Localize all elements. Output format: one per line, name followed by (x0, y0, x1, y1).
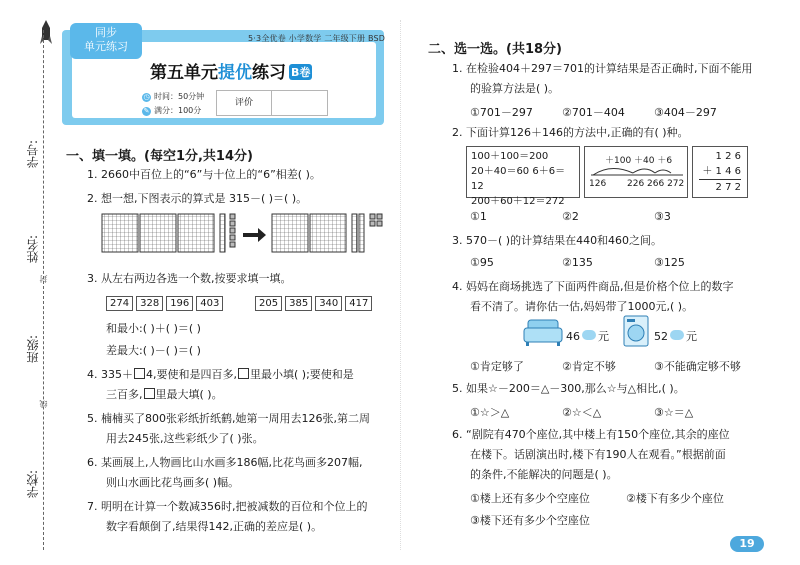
calc-method-1: 100＋100＝200 20＋40＝60 6＋6＝12 200＋60＋12＝272 (466, 146, 580, 198)
ones-cubes-right (370, 214, 382, 226)
q3-number: 417 (345, 296, 372, 311)
sofa-icon (522, 316, 564, 348)
arrow-icon (243, 228, 266, 242)
q3-option-1[interactable]: ①95 (470, 256, 494, 269)
q5-option-3[interactable]: ③☆＝△ (654, 406, 694, 419)
hundreds-blocks-left (102, 214, 214, 252)
right-q1: 1. 在检验404＋297＝701的计算结果是否正确时,下面不能用 (452, 62, 753, 75)
line-mark: 线 (39, 400, 48, 408)
badge-line2: 单元练习 (84, 40, 128, 53)
right-q1-cont: 的验算方法是( )。 (470, 82, 560, 95)
q2-option-1[interactable]: ①1 (470, 210, 487, 223)
q3-number: 340 (315, 296, 342, 311)
q3-sum-line: 和最小:( )＋( )＝( ) (106, 322, 201, 335)
right-q5: 5. 如果☆－200＝△－300,那么☆与△相比,( )。 (452, 382, 685, 395)
q5-option-2[interactable]: ②☆＜△ (562, 406, 602, 419)
left-q2: 2. 想一想,下图表示的算式是 315－( )＝( )。 (87, 192, 308, 205)
left-q4-cont: 三百多, 里最大填( )。 (106, 388, 223, 401)
score-text: 满分：100分 (154, 106, 202, 115)
calc-method-3: 1 2 6 ＋ 1 4 6 2 7 2 (692, 146, 748, 198)
hundreds-blocks-right (272, 214, 346, 252)
q3-number: 403 (196, 296, 223, 311)
washer-price: 52 元 (654, 330, 697, 343)
grade-label: 评价 (217, 91, 272, 115)
q3-number: 196 (166, 296, 193, 311)
q6-option-3[interactable]: ③楼下还有多少个空座位 (470, 514, 590, 527)
left-q7-cont: 数字看颠倒了,结果得142,正确的差应是( )。 (106, 520, 323, 533)
q5-option-1[interactable]: ①☆＞△ (470, 406, 510, 419)
rocket-icon (40, 20, 52, 46)
q4-option-3[interactable]: ③不能确定够不够 (654, 360, 741, 373)
volume-badge: B卷 (291, 66, 311, 79)
right-q3: 3. 570－( )的计算结果在440和460之间。 (452, 234, 663, 247)
left-q5-cont: 用去245张,这些彩纸少了( )张。 (106, 432, 264, 445)
q3-diff-line: 差最大:( )－( )＝( ) (106, 344, 201, 357)
school-field: 学校: (26, 470, 40, 499)
page-divider (400, 20, 401, 550)
left-q7: 7. 明明在计算一个数减356时,把被减数的百位和个位上的 (87, 500, 368, 513)
student-name-field: 姓名: (26, 235, 40, 264)
q3-option-3[interactable]: ③125 (654, 256, 685, 269)
section-fill-heading: 一、填一填。(每空1分,共14分) (66, 149, 253, 164)
q3-number: 328 (136, 296, 163, 311)
left-q6-cont: 则山水画比花鸟画多( )幅。 (106, 476, 240, 489)
q6-option-1[interactable]: ①楼上还有多少个空座位 (470, 492, 590, 505)
smudge (670, 330, 684, 340)
left-q3: 3. 从左右两边各选一个数,按要求填一填。 (87, 272, 292, 285)
badge-line1: 同步 (95, 26, 117, 39)
q3-option-2[interactable]: ②135 (562, 256, 593, 269)
time-label (142, 91, 204, 102)
jump-arrows (589, 163, 685, 177)
ones-cubes-left (230, 214, 235, 247)
page-title (150, 58, 312, 83)
smudge (582, 330, 596, 340)
class-field: 班级: (26, 335, 40, 364)
q4-option-2[interactable]: ②肯定不够 (562, 360, 616, 373)
left-q5: 5. 楠楠买了800张彩纸折纸鹤,她第一周用去126张,第二周 (87, 412, 370, 425)
base-ten-blocks-figure (100, 212, 390, 256)
right-q2: 2. 下面计算126＋146的方法中,正确的有( )种。 (452, 126, 689, 139)
q1-option-2[interactable]: ②701－404 (562, 106, 625, 119)
right-q6: 6. “剧院有470个座位,其中楼上有150个座位,其余的座位 (452, 428, 730, 441)
right-q4-cont: 看不清了。请你估一估,妈妈带了1000元,( )。 (470, 300, 694, 313)
score-label (142, 105, 201, 116)
title-highlight: 提优 (218, 63, 252, 83)
score-icon: ✎ (143, 107, 150, 115)
section-choose-heading: 二、选一选。(共18分) (428, 42, 562, 57)
clock-icon: ◷ (143, 93, 150, 101)
tens-rods-right (352, 214, 364, 252)
calc-method-2: ＋100 ＋40 ＋6 126 226 266 272 (584, 146, 688, 198)
seal-mark: 封 (39, 275, 48, 283)
title-prefix: 第五单元 (150, 63, 218, 83)
blank-square (134, 368, 145, 379)
student-id-field: 学号: (26, 140, 40, 169)
q3-right-numbers (255, 296, 375, 311)
q3-left-numbers (106, 296, 226, 311)
left-q4: 4. 335＋ 4,要使和是四百多, 里最小填( );要使和是 (87, 368, 354, 381)
right-q6-cont1: 在楼下。话剧演出时,楼下有190人在观看。”根据前面 (470, 448, 726, 461)
sofa-price: 46 元 (566, 330, 609, 343)
right-q4: 4. 妈妈在商场挑选了下面两件商品,但是价格个位上的数字 (452, 280, 734, 293)
q4-option-1[interactable]: ①肯定够了 (470, 360, 524, 373)
right-q6-cont2: 的条件,不能解决的问题是( )。 (470, 468, 618, 481)
q2-option-3[interactable]: ③3 (654, 210, 671, 223)
q2-option-2[interactable]: ②2 (562, 210, 579, 223)
binding-cut-line (43, 30, 44, 550)
q3-number: 385 (285, 296, 312, 311)
q3-number: 274 (106, 296, 133, 311)
q1-option-1[interactable]: ①701－297 (470, 106, 533, 119)
unit-badge (70, 23, 142, 59)
left-q1: 1. 2660中百位上的“6”与十位上的“6”相差( )。 (87, 168, 321, 181)
page-number: 19 (730, 536, 764, 552)
tens-rods-left (220, 214, 225, 252)
q1-option-3[interactable]: ③404－297 (654, 106, 717, 119)
left-q6: 6. 某画展上,人物画比山水画多186幅,比花鸟画多207幅, (87, 456, 363, 469)
binding-strip (0, 0, 52, 565)
grade-box[interactable] (216, 90, 328, 116)
washing-machine-icon (622, 314, 650, 348)
series-label: 5·3全优卷 小学数学 二年级下册 BSD (248, 34, 386, 43)
time-text: 时间：50分钟 (154, 92, 205, 101)
blank-square (238, 368, 249, 379)
blank-square (144, 388, 155, 399)
q3-number: 205 (255, 296, 282, 311)
title-suffix: 练习 (252, 63, 286, 83)
q6-option-2[interactable]: ②楼下有多少个座位 (626, 492, 724, 505)
